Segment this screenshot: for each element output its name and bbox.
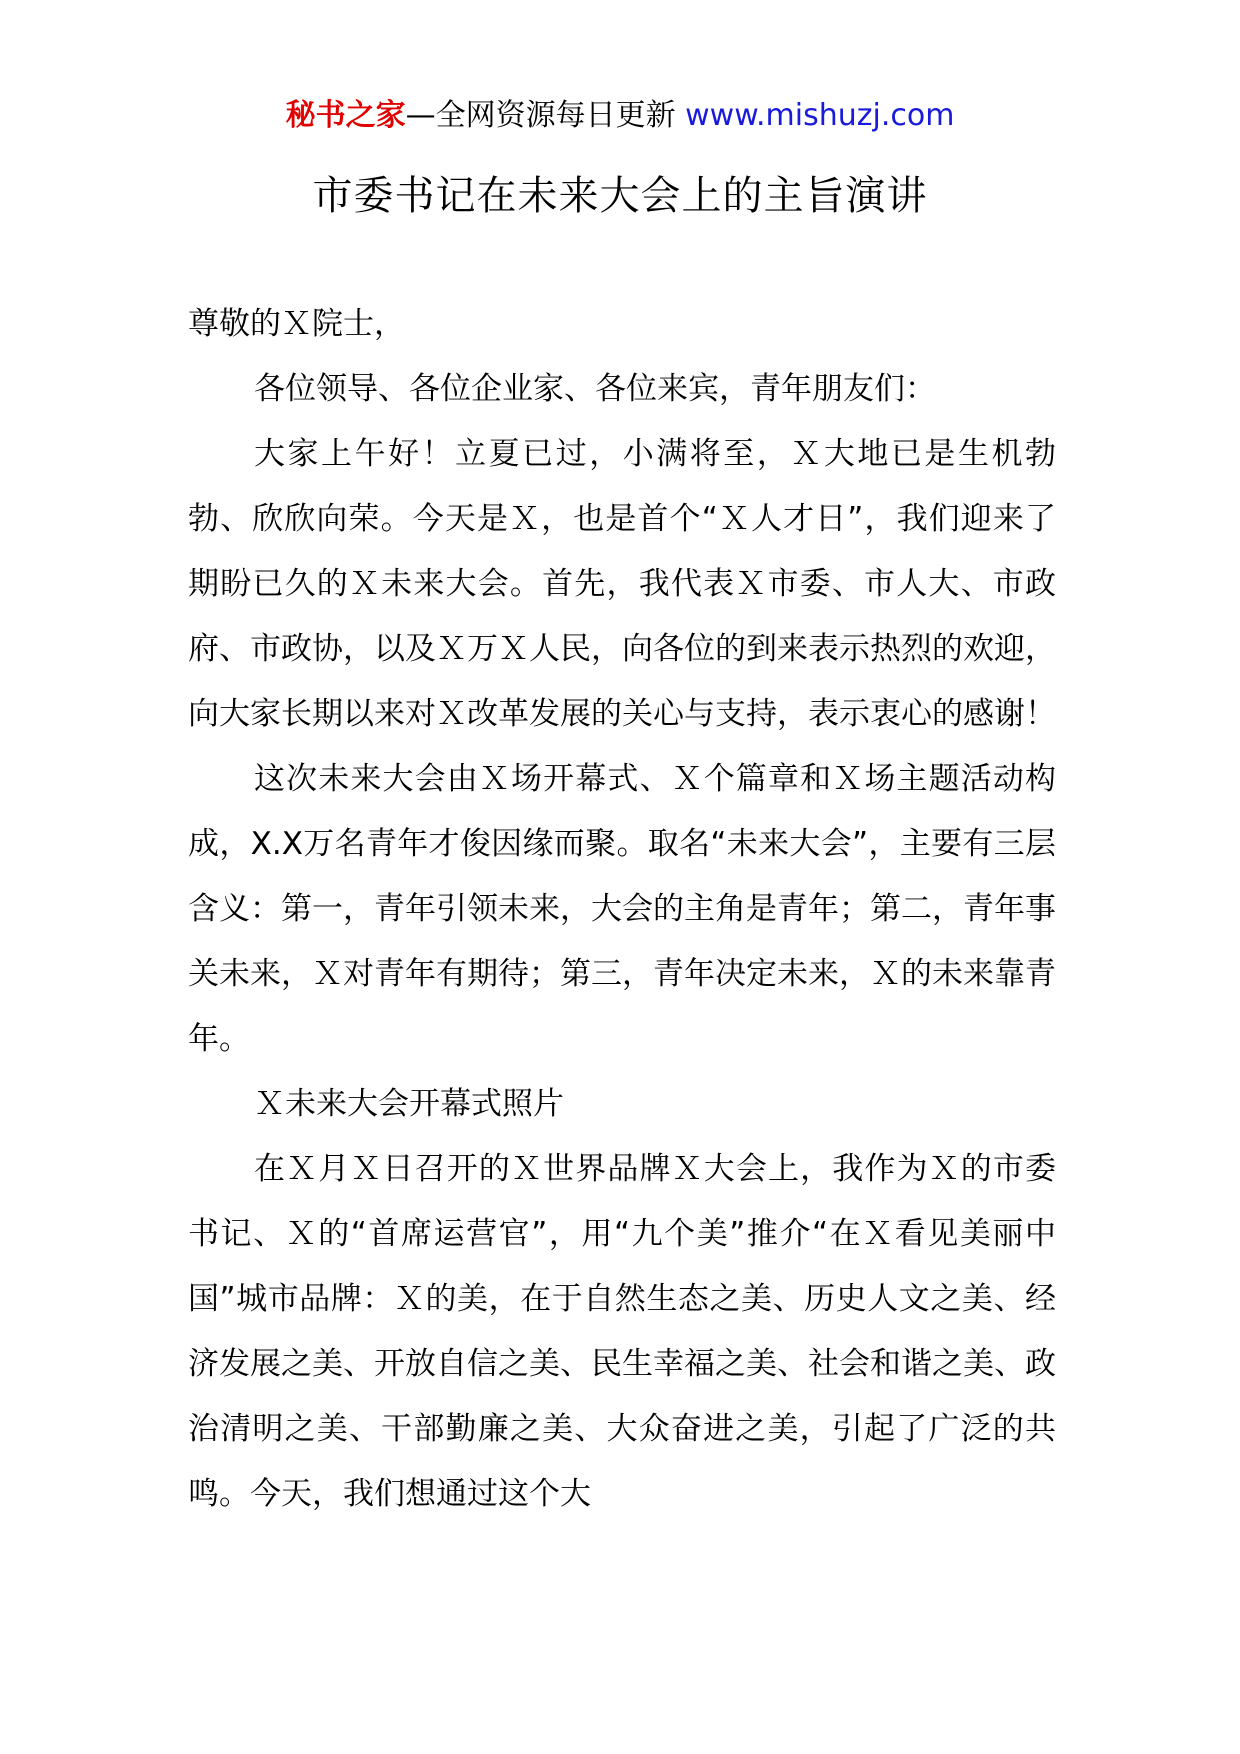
- paragraph-welcome: 大家上午好！立夏已过，小满将至，Ｘ大地已是生机勃勃、欣欣向荣。今天是Ｘ，也是首个“Ｘ人才日”，我们迎来了期盼已久的Ｘ未来大会。首先，我代表Ｘ市委、市人大、市政府、市政协，以及Ｘ万Ｘ人民，向各位的到来表示热烈的欢迎，向大家长期以来对Ｘ改革发展的关心与支持，表示衷心的感谢！: [188, 436, 1056, 732]
- document-title: 市委书记在未来大会上的主旨演讲: [312, 173, 928, 219]
- site-brand: 秘书之家: [285, 98, 406, 133]
- site-header: [0, 96, 1240, 136]
- photo-caption: Ｘ未来大会开幕式照片: [254, 1086, 564, 1122]
- paragraph-greeting: 各位领导、各位企业家、各位来宾，青年朋友们：: [254, 371, 936, 407]
- site-slogan: —全网资源每日更新: [405, 98, 686, 133]
- salutation-line: 尊敬的Ｘ院士，: [188, 306, 405, 342]
- paragraph-city-brand: 在Ｘ月Ｘ日召开的Ｘ世界品牌Ｘ大会上，我作为Ｘ的市委书记、Ｘ的“首席运营官”，用“九个美”推介“在Ｘ看见美丽中国”城市品牌：Ｘ的美，在于自然生态之美、历史人文之美、经济发展之美、开放自信之美、民生幸福之美、社会和谐之美、政治清明之美、干部勤廉之美、大众奋进之美，引起了广泛的共鸣。今天，我们想通过这个大: [188, 1151, 1056, 1512]
- site-url-link[interactable]: www.mishuzj.com: [685, 98, 955, 133]
- document-body: [188, 292, 1056, 1527]
- paragraph-conference-intro: 这次未来大会由Ｘ场开幕式、Ｘ个篇章和Ｘ场主题活动构成，X.X万名青年才俊因缘而聚。取名“未来大会”，主要有三层含义：第一，青年引领未来，大会的主角是青年；第二，青年事关未来，Ｘ对青年有期待；第三，青年决定未来，Ｘ的未来靠青年。: [188, 761, 1056, 1057]
